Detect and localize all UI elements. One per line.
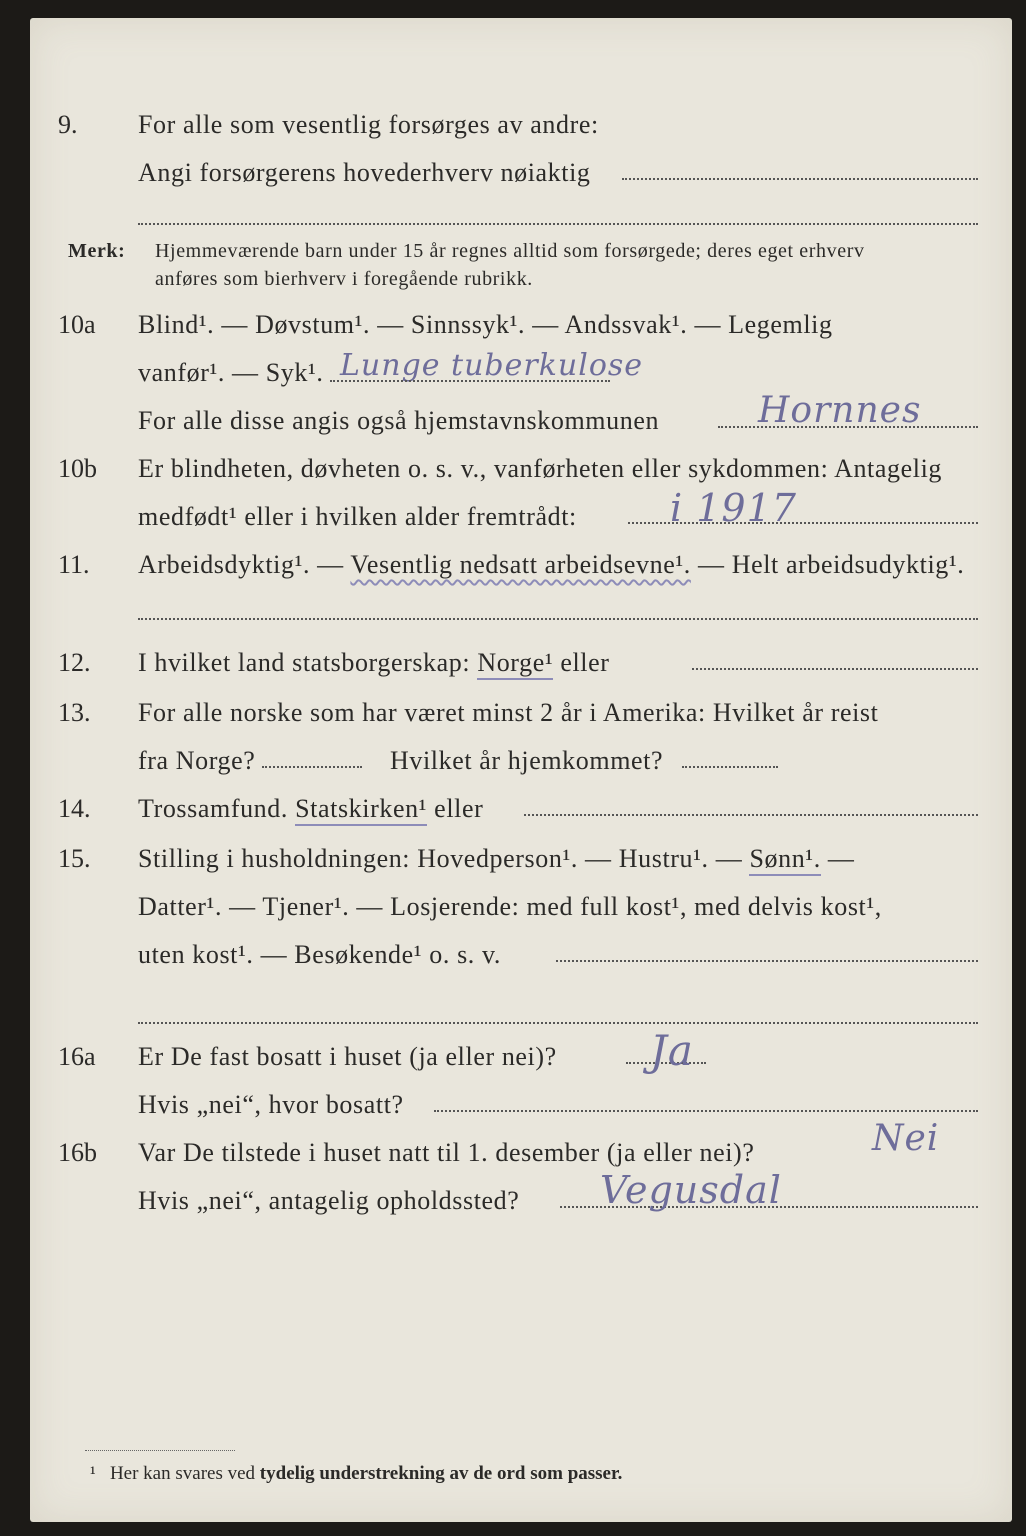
q11-option-nedsatt: Vesentlig nedsatt arbeidsevne¹. — [350, 550, 691, 579]
q9-line2: Angi forsørgerens hovederhverv nøiaktig — [138, 158, 591, 187]
q11-number: 11. — [58, 550, 90, 579]
footnote-text-a: Her kan svares ved — [109, 1463, 260, 1484]
q16a-location-line — [434, 1110, 978, 1112]
q10b-handwriting: i 1917 — [670, 486, 797, 530]
q10a-sickness-line — [330, 380, 610, 382]
q11-blank-line — [138, 618, 978, 620]
q14-option-statskirken: Statskirken¹ — [295, 794, 427, 826]
q16a-number: 16a — [58, 1042, 96, 1071]
footnote — [90, 1463, 622, 1485]
q14-line1 — [138, 794, 483, 824]
q15-number: 15. — [58, 844, 91, 873]
q10b-number: 10b — [58, 454, 97, 483]
q14-eller: eller — [427, 794, 484, 823]
q14-number: 14. — [58, 794, 91, 823]
q10a-number: 10a — [58, 310, 96, 339]
q11-sep1: — — [310, 550, 351, 579]
q16b-present-handwriting: Nei — [872, 1118, 940, 1159]
q13-number: 13. — [58, 698, 91, 727]
q15-line1-text: Stilling i husholdningen: Hovedperson¹. — Hustru¹. — — [138, 844, 750, 873]
q16b-number: 16b — [58, 1138, 97, 1167]
q15-option-sonn: Sønn¹. — [749, 844, 820, 876]
merk-line1: Hjemmeværende barn under 15 år regnes alltid som forsørgede; deres eget erhverv — [155, 240, 865, 262]
q15-answer-line — [556, 960, 978, 962]
q11-option-arbeidsdyktig: Arbeidsdyktig¹. — [138, 550, 311, 579]
q10a-line1: Blind¹. — Døvstum¹. — Sinnssyk¹. — Andssvak¹. — Legemlig — [138, 310, 833, 339]
q14-question: Trossamfund. — [138, 794, 296, 823]
q9-number: 9. — [58, 110, 78, 139]
q13-line2b: Hvilket år hjemkommet? — [390, 746, 664, 775]
q12-answer-line — [692, 668, 978, 670]
q16a-line1: Er De fast bosatt i huset (ja eller nei)? — [138, 1042, 557, 1071]
q11-sep2: — — [690, 550, 732, 579]
q15-line3: uten kost¹. — Besøkende¹ o. s. v. — [138, 940, 502, 969]
q12-question: I hvilket land statsborgerskap: — [138, 648, 478, 677]
q10a-sickness-handwriting: Lunge tuberkulose — [340, 348, 644, 383]
q9-blank-line — [138, 223, 978, 225]
q15-line1-end: — — [820, 844, 855, 873]
q10a-municipality-handwriting: Hornnes — [758, 390, 922, 431]
q12-option-norge: Norge¹ — [477, 648, 553, 680]
q16a-line2: Hvis „nei“, hvor bosatt? — [138, 1090, 404, 1119]
q15-line2: Datter¹. — Tjener¹. — Losjerende: med full kost¹, med delvis kost¹, — [138, 892, 882, 921]
footnote-mark: ¹ — [90, 1463, 96, 1484]
q16b-line2: Hvis „nei“, antagelig opholdssted? — [138, 1186, 520, 1215]
q16b-location-handwriting: Vegusdal — [600, 1168, 782, 1212]
q13-line1: For alle norske som har været minst 2 år i Amerika: Hvilket år reist — [138, 698, 879, 727]
footnote-text-b: tydelig understrekning av de ord som passer. — [259, 1463, 623, 1484]
merk-label: Merk: — [68, 240, 126, 262]
q10a-line3: For alle disse angis også hjemstavnskommunen — [138, 406, 660, 435]
q16b-line1: Var De tilstede i huset natt til 1. desember (ja eller nei)? — [138, 1138, 755, 1167]
merk-line2: anføres som bierhverv i foregående rubrikk. — [155, 268, 533, 290]
q9-line1: For alle som vesentlig forsørges av andre: — [138, 110, 599, 139]
q9-answer-line — [622, 178, 978, 180]
q10b-line2: medfødt¹ eller i hvilken alder fremtrådt: — [138, 502, 577, 531]
q13-return-line — [682, 766, 778, 768]
q12-eller: eller — [553, 648, 610, 677]
q13-departure-line — [262, 766, 362, 768]
q11-line1-a — [138, 550, 964, 580]
q13-line2a: fra Norge? — [138, 746, 256, 775]
q10a-line2: vanfør¹. — Syk¹. — [138, 358, 324, 387]
q16a-handwriting: Ja — [650, 1026, 694, 1075]
q10b-line1: Er blindheten, døvheten o. s. v., vanførheten eller sykdommen: Antagelig — [138, 454, 942, 483]
q14-answer-line — [524, 814, 978, 816]
q11-option-udyktig: Helt arbeidsudyktig¹. — [731, 550, 965, 579]
q15-blank-line — [138, 1022, 978, 1024]
q15-line1 — [138, 844, 855, 874]
census-form-page — [30, 18, 1012, 1522]
q12-line1 — [138, 648, 610, 678]
footnote-divider — [85, 1450, 235, 1451]
q12-number: 12. — [58, 648, 91, 677]
